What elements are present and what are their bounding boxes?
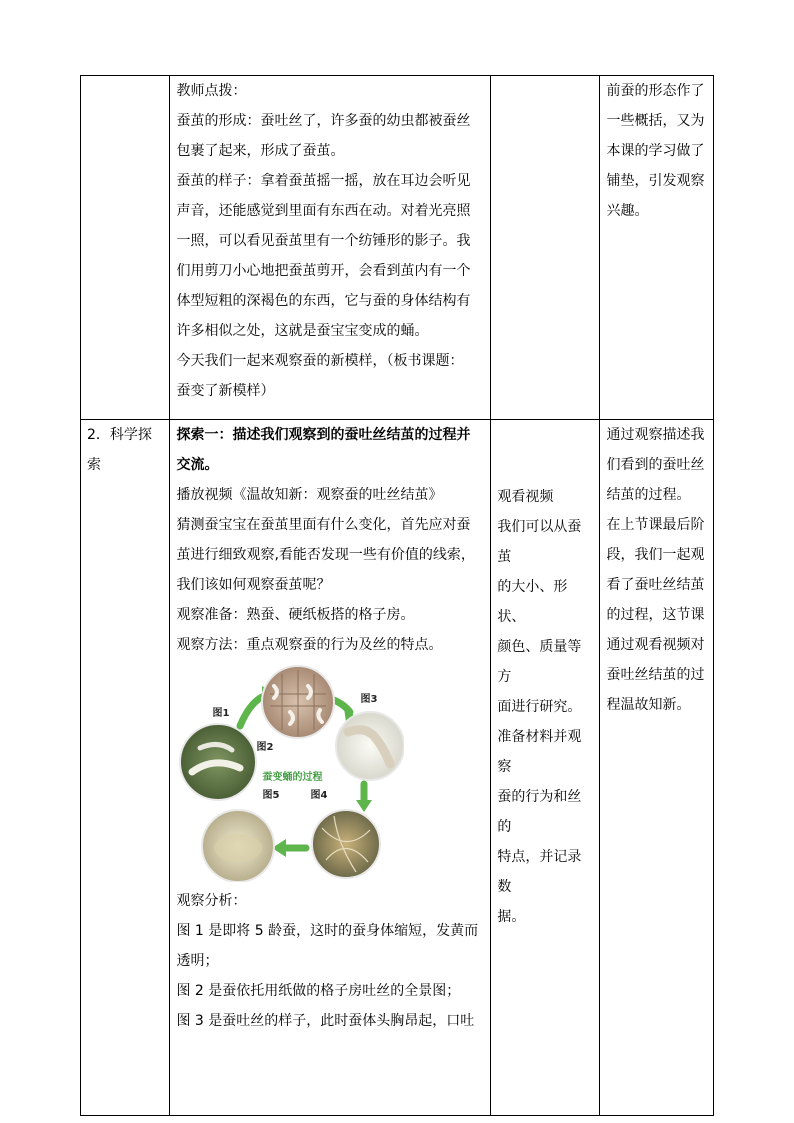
text-line: 准备材料并观察 — [497, 729, 582, 775]
figure-label: 图5 — [262, 790, 280, 801]
text-line: 颜色、质量等方 — [497, 639, 582, 685]
text-line: 猜测蚕宝宝在蚕茧里面有什么变化，首先应对蚕 — [176, 517, 471, 533]
text-line: 蚕的行为和丝的 — [497, 789, 582, 835]
text-line: 据。 — [497, 909, 526, 925]
text-line: 许多相似之处，这就是蚕宝宝变成的蛹。 — [176, 323, 429, 339]
text-line: 铺垫，引发观察 — [606, 173, 705, 189]
text-line: 声音，还能感觉到里面有东西在动。对着光亮照 — [176, 203, 471, 219]
text-line: 通过观看视频对 — [606, 637, 705, 653]
text-line: 透明； — [176, 953, 219, 969]
figure-label: 图1 — [212, 708, 230, 719]
teacher-activity-cell — [170, 420, 491, 1116]
text-line: 们看到的蚕吐丝 — [606, 457, 705, 473]
text-line: 教师点拨： — [176, 83, 247, 99]
text-line: 茧进行细致观察,看能否发现一些有价值的线索， — [176, 547, 475, 563]
text-line: 观察方法：重点观察蚕的行为及丝的特点。 — [176, 637, 443, 653]
text-line: 我们可以从蚕茧 — [497, 519, 582, 565]
lesson-plan-table — [80, 75, 714, 1116]
teacher-activity-cell — [170, 76, 491, 420]
text-line: 前蚕的形态作了 — [606, 83, 705, 99]
text-line: 我们该如何观察蚕茧呢？ — [176, 577, 331, 593]
stage-cell: 2．科学探索 — [81, 420, 170, 1116]
text-line: 体型短粗的深褐色的东西，它与蚕的身体结构有 — [176, 293, 471, 309]
text-line: 播放视频《温故知新：观察蚕的吐丝结茧》 — [176, 487, 443, 503]
text-line: 包裹了起来，形成了蚕茧。 — [176, 143, 345, 159]
text-line: 的大小、形状、 — [497, 579, 568, 625]
table-row — [81, 76, 714, 420]
text-line: 今天我们一起来观察蚕的新模样，（板书课题： — [176, 353, 464, 369]
text-line: 蚕变了新模样） — [176, 383, 275, 399]
text-line: 本课的学习做了 — [606, 143, 705, 159]
text-line: 图 2 是蚕依托用纸做的格子房吐丝的全景图； — [176, 983, 461, 999]
text-line: 一照，可以看见蚕茧里有一个纺锤形的影子。我 — [176, 233, 471, 249]
table-row — [81, 420, 714, 1116]
text-line: 观察准备：熟蚕、硬纸板搭的格子房。 — [176, 607, 415, 623]
text-line: 程温故知新。 — [606, 697, 691, 713]
text-line: 段，我们一起观 — [606, 547, 705, 563]
text-line: 的过程，这节课 — [606, 607, 705, 623]
exploration-heading: 探索一：描述我们观察到的蚕吐丝结茧的过程并 — [176, 427, 471, 443]
text-line: 蚕茧的形成：蚕吐丝了，许多蚕的幼虫都被蚕丝 — [176, 113, 471, 129]
text-line: 图 3 是蚕吐丝的样子，此时蚕体头胸昂起，口吐 — [176, 1013, 475, 1029]
text-line: 在上节课最后阶 — [606, 517, 705, 533]
text-line: 蚕茧的样子：拿着蚕茧摇一摇，放在耳边会听见 — [176, 173, 471, 189]
text-line: 蚕吐丝结茧的过 — [606, 667, 705, 683]
text-line: 通过观察描述我 — [606, 427, 705, 443]
figure-label: 图3 — [360, 694, 378, 705]
text-line: 一些概括，又为 — [606, 113, 705, 129]
student-activity-cell — [491, 420, 600, 1116]
student-activity-cell — [491, 76, 600, 420]
design-intent-cell — [600, 420, 714, 1116]
text-line: 们用剪刀小心地把蚕茧剪开，会看到茧内有一个 — [176, 263, 471, 279]
text-line: 面进行研究。 — [497, 699, 582, 715]
figure-label: 图4 — [310, 790, 328, 801]
text-line: 图 1 是即将 5 龄蚕，这时的蚕身体缩短，发黄而 — [176, 923, 479, 939]
figure-caption: 蚕变蛹的过程 — [262, 772, 323, 783]
text-line: 兴趣。 — [606, 203, 649, 219]
stage-4-image — [312, 810, 380, 878]
text-line: 看了蚕吐丝结茧 — [606, 577, 705, 593]
text-line: 观看视频 — [497, 489, 554, 505]
text-line: 观察分析： — [176, 893, 247, 909]
text-line: 特点，并记录数 — [497, 849, 582, 895]
design-intent-cell — [600, 76, 714, 420]
stage-3-image — [336, 712, 404, 780]
silkworm-cycle-figure — [178, 664, 404, 882]
text-line: 结茧的过程。 — [606, 487, 691, 503]
exploration-heading: 交流。 — [176, 457, 219, 473]
stage-cell — [81, 76, 170, 420]
figure-label: 图2 — [256, 742, 274, 753]
